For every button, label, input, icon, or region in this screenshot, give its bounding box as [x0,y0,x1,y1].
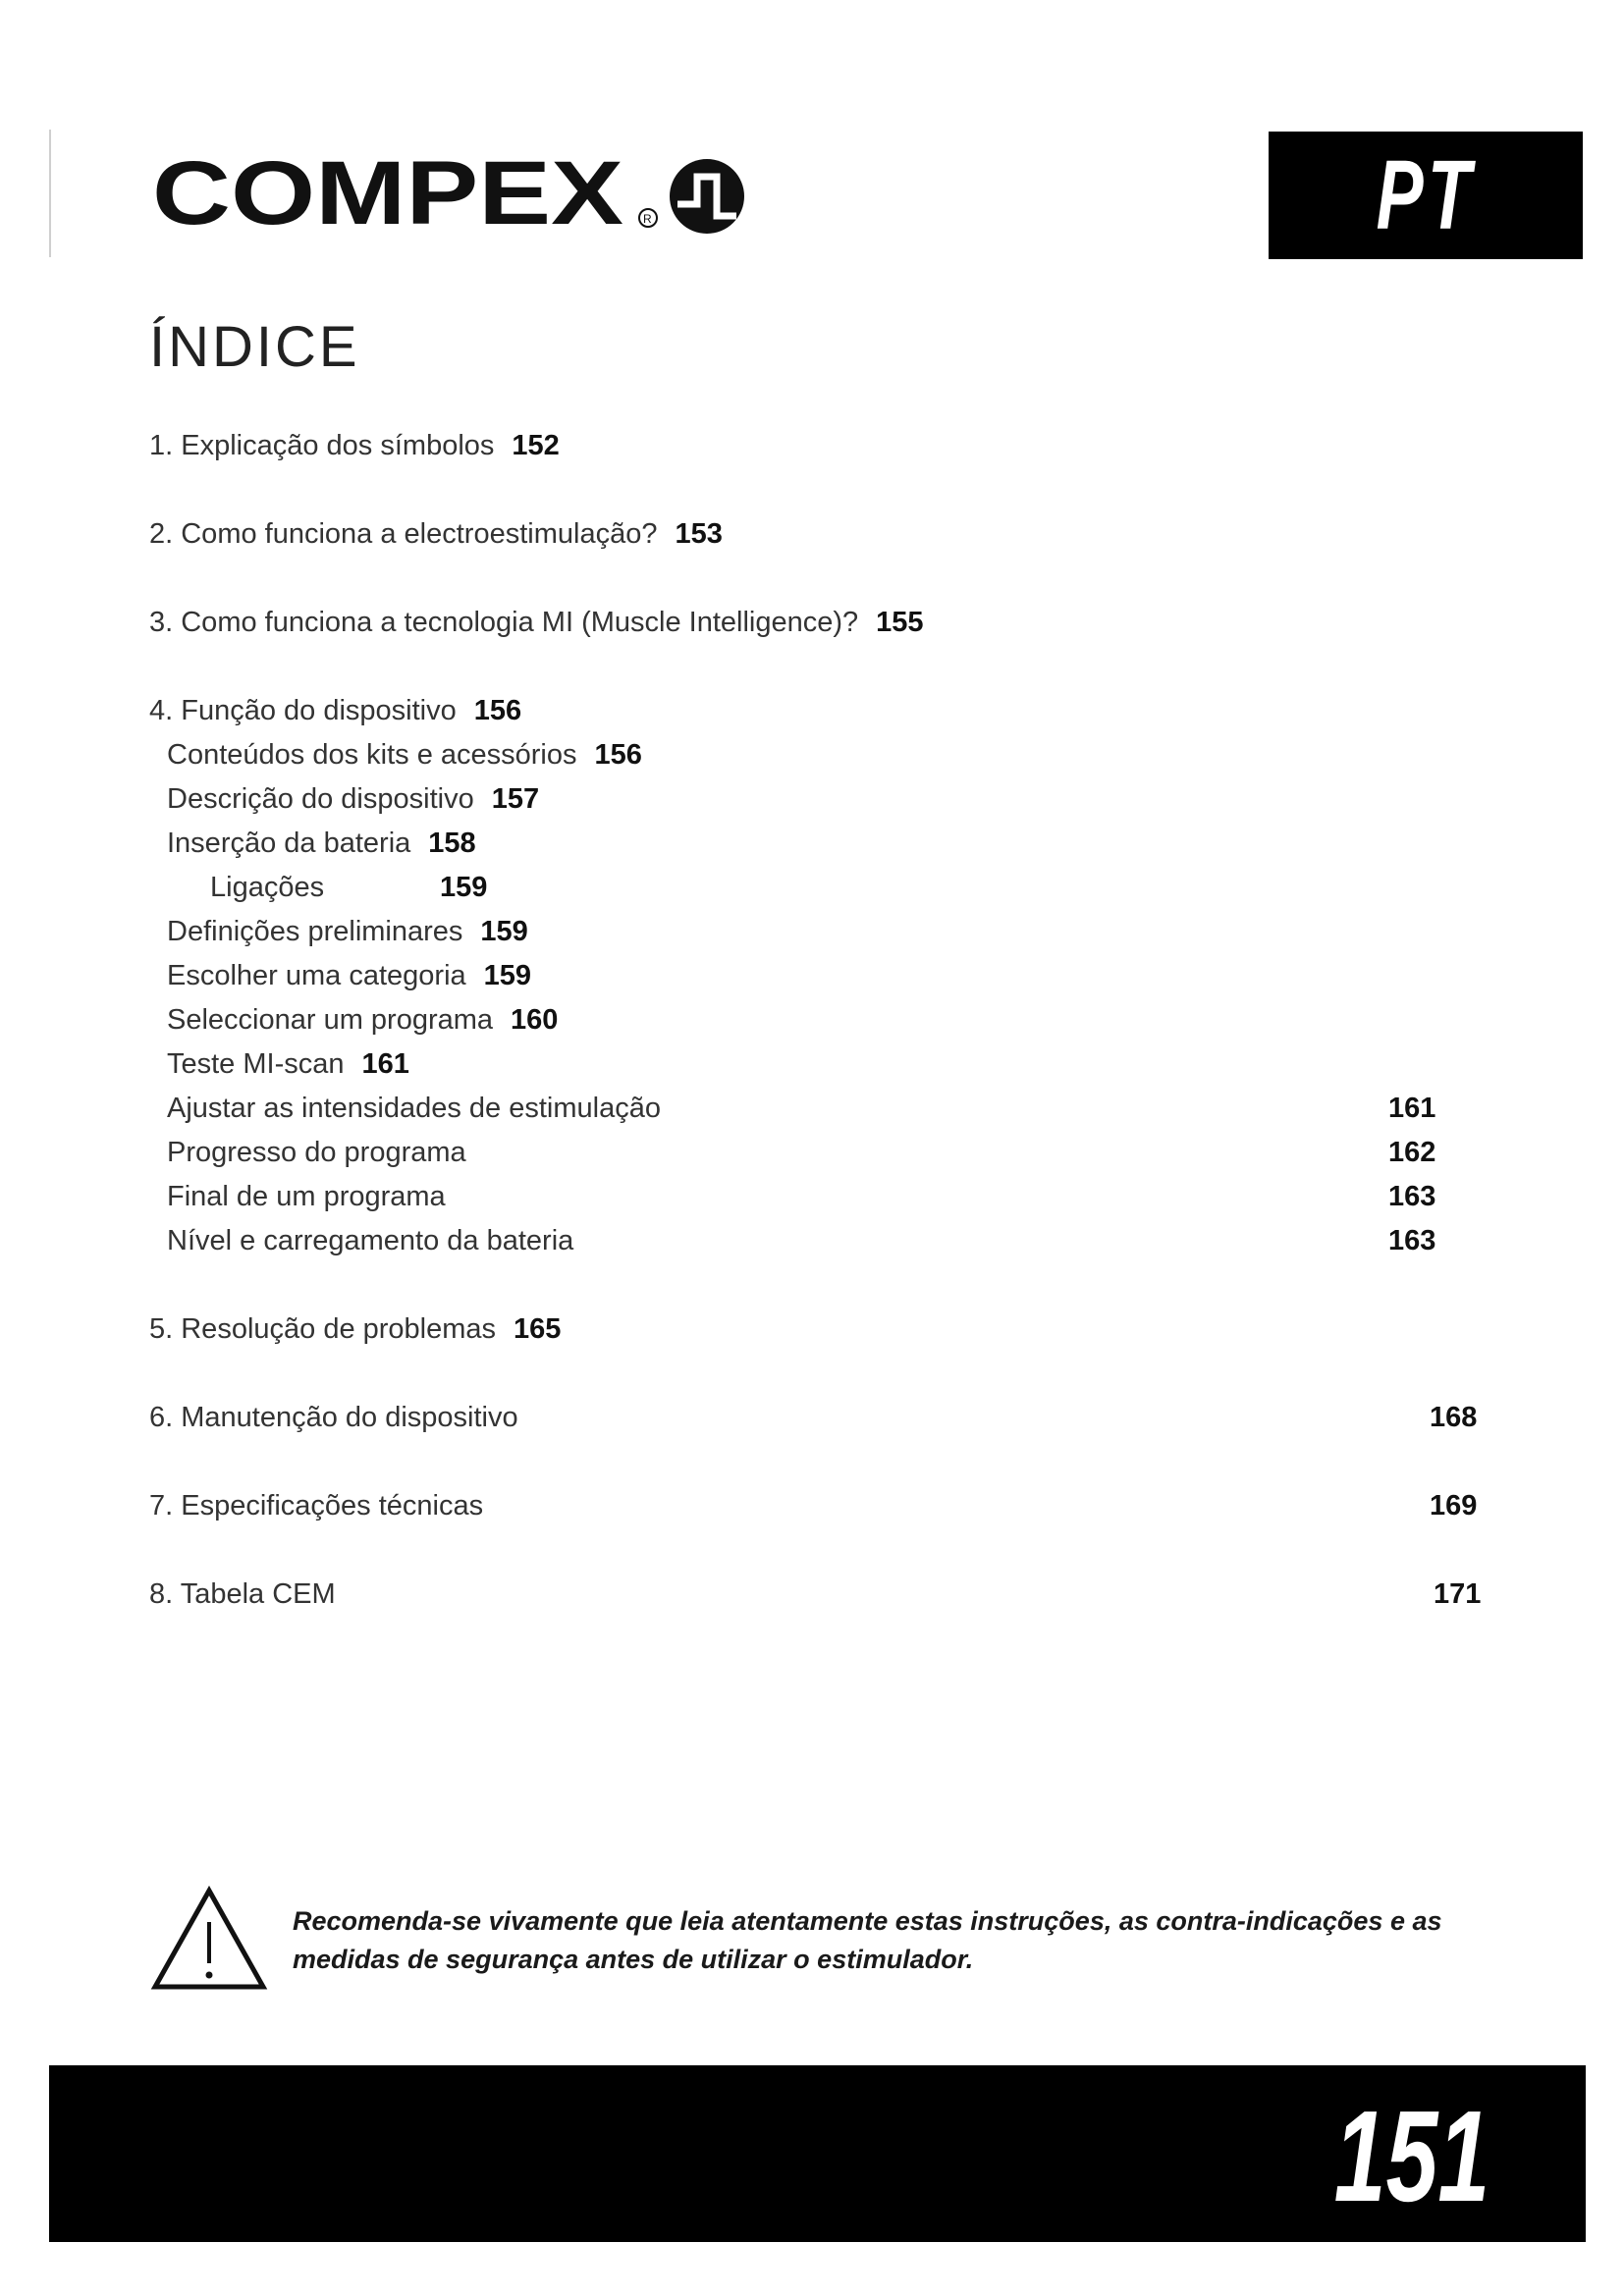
toc-item-label: 4. Função do dispositivo [149,695,457,726]
toc-item-label: Nível e carregamento da bateria [167,1225,574,1256]
toc-item-page: 165 [514,1313,562,1345]
language-code: PT [1376,139,1476,250]
toc-item-page: 153 [675,518,723,550]
toc-item-label: Seleccionar um programa [167,1004,494,1036]
toc-item-page: 161 [361,1048,409,1080]
toc-subitem[interactable] [210,870,505,905]
toc-subitem[interactable] [167,958,531,993]
warning-text: Recomenda-se vivamente que leia atentamente estas instruções, as contra-indicações e as medidas de segurança antes de utilizar o estimulador. [293,1906,1442,1974]
page-number-value: 151 [1333,2084,1489,2228]
toc-item[interactable] [149,693,521,728]
toc-item[interactable] [149,1400,1524,1435]
toc-item-label: Ajustar as intensidades de estimulação [167,1093,661,1124]
toc-item-label: Conteúdos dos kits e acessórios [167,739,577,771]
toc-subitem[interactable] [167,1223,1443,1258]
toc-item-label: Progresso do programa [167,1137,466,1168]
toc-item-label: Final de um programa [167,1181,446,1212]
toc-item[interactable] [149,428,560,463]
toc-item-page: 161 [1388,1093,1436,1124]
toc-item-page: 163 [1388,1181,1436,1212]
toc-item-label: 2. Como funciona a electroestimulação? [149,518,658,550]
warning-triangle-icon [149,1885,269,1993]
toc-subitem[interactable] [167,781,539,817]
toc-item[interactable] [149,1576,1524,1612]
toc-item-label: 1. Explicação dos símbolos [149,430,495,461]
toc-subitem[interactable] [167,1091,1443,1126]
toc-item-page: 162 [1388,1137,1436,1168]
svg-text:R: R [643,212,652,226]
toc-item-label: 8. Tabela CEM [149,1578,336,1610]
toc-item-page: 156 [594,739,642,771]
toc-item-page: 171 [1434,1578,1482,1610]
toc-item-label: Teste MI-scan [167,1048,345,1080]
toc-item-label: Definições preliminares [167,916,463,947]
toc-item-page: 169 [1430,1490,1478,1522]
toc-item-page: 160 [511,1004,559,1036]
toc-item-label: 5. Resolução de problemas [149,1313,497,1345]
toc-item-label: Ligações [210,872,325,903]
toc-item[interactable] [149,1311,561,1347]
toc-subitem[interactable] [167,1046,409,1082]
toc-item-label: 6. Manutenção do dispositivo [149,1402,518,1433]
toc-item-label: 7. Especificações técnicas [149,1490,484,1522]
toc-item-page: 152 [512,430,560,461]
toc-item[interactable] [149,605,924,640]
safety-warning [149,1883,1524,1991]
toc-item-page: 159 [480,916,528,947]
toc-item-label: 3. Como funciona a tecnologia MI (Muscle Intelligence)? [149,607,859,638]
brand-wordmark: COMPEX [152,147,623,243]
toc-subitem[interactable] [167,914,528,949]
toc-item-page: 158 [428,828,476,859]
toc-item-label: Inserção da bateria [167,828,411,859]
toc-subitem[interactable] [167,1002,558,1038]
page-title: ÍNDICE [149,315,360,379]
toc-item-page: 159 [440,872,488,903]
toc-subitem[interactable] [167,737,642,773]
toc-subitem[interactable] [167,1179,1443,1214]
toc-subitem[interactable] [167,826,476,861]
toc-item-page: 155 [876,607,924,638]
footer-bar [49,2065,1586,2242]
toc-item-label: Escolher uma categoria [167,960,466,991]
toc-subitem[interactable] [167,1135,1443,1170]
toc-item-label: Descrição do dispositivo [167,783,474,815]
toc-item-page: 168 [1430,1402,1478,1433]
toc-item-page: 156 [473,695,522,726]
toc-item[interactable] [149,1488,1524,1523]
page-number [1273,2073,1489,2240]
toc-item[interactable] [149,516,723,552]
toc-item-page: 157 [491,783,540,815]
toc-item-page: 163 [1388,1225,1436,1256]
toc-item-page: 159 [483,960,532,991]
